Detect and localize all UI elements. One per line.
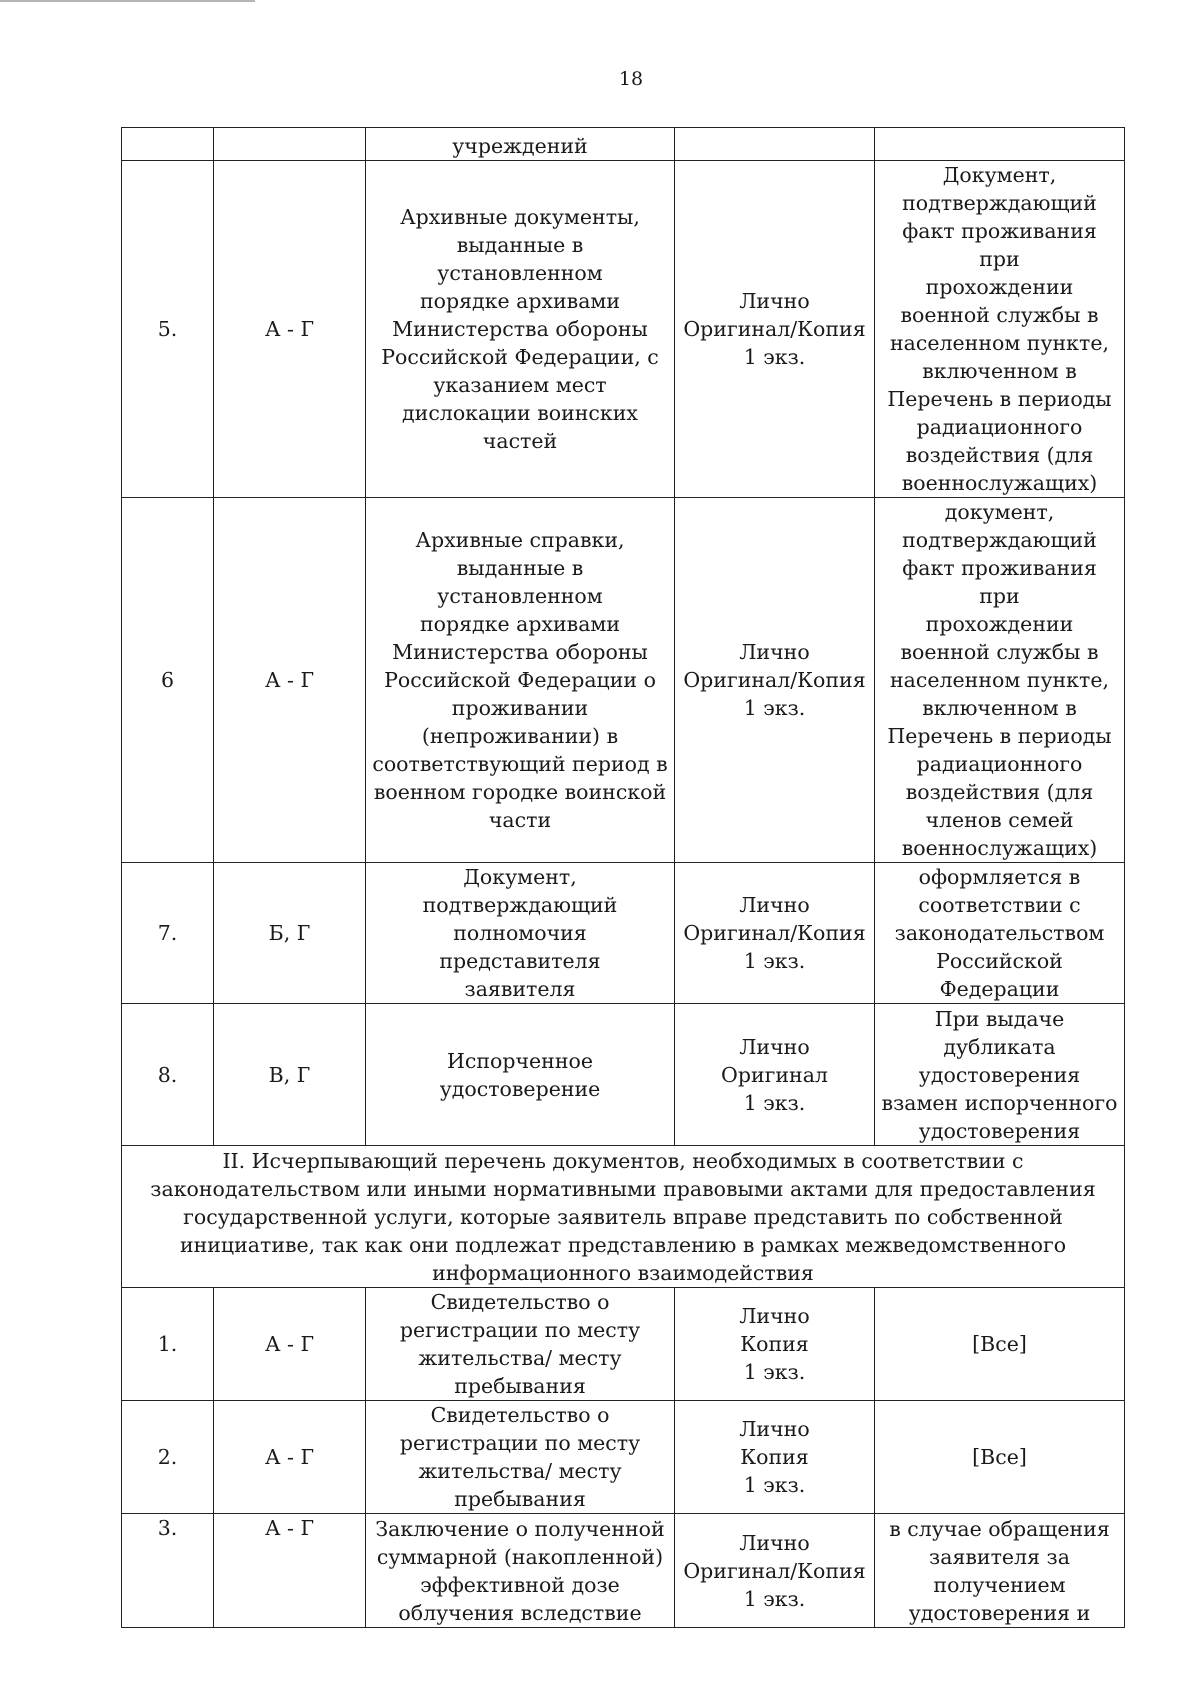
cell-document: Свидетельство о регистрации по месту жительства/ месту пребывания [366,1288,675,1401]
cell-submission: Лично Оригинал/Копия 1 экз. [675,498,875,863]
cell-document: Документ, подтверждающий полномочия представителя заявителя [366,863,675,1004]
cell-num [122,128,214,161]
cell-note: Документ, подтверждающий факт проживания при прохождении военной службы в населенном пункте, включенном в Перечень в периоды радиационного воздействия (для военнослужащих) [875,161,1125,498]
cell-submission: Лично Оригинал/Копия 1 экз. [675,1514,875,1628]
cell-note: документ, подтверждающий факт проживания при прохождении военной службы в населенном пункте, включенном в Перечень в периоды радиационного воздействия (для членов семей военнослужащих) [875,498,1125,863]
section-2-heading: II. Исчерпывающий перечень документов, необходимых в соответствии с законодательством или иными нормативными правовыми актами для предоставления государственной услуги, которые заявитель вправе представить по собственной инициативе, так как они подлежат представлению в рамках межведомственного информационного взаимодействия [122,1146,1125,1288]
cell-submission [675,128,875,161]
cell-submission: Лично Оригинал/Копия 1 экз. [675,863,875,1004]
cell-note: [Все] [875,1288,1125,1401]
cell-document: Архивные документы, выданные в установленном порядке архивами Министерства обороны Российской Федерации, с указанием мест дислокации воинских частей [366,161,675,498]
table-row-continued [122,128,1125,161]
page-number: 18 [618,68,644,90]
cell-num: 1. [122,1288,214,1401]
cell-document: Испорченное удостоверение [366,1004,675,1146]
cell-num: 6 [122,498,214,863]
cell-submission: Лично Копия 1 экз. [675,1401,875,1514]
table-row [122,1514,1125,1628]
cell-categories: А - Г [214,498,366,863]
cell-submission: Лично Оригинал 1 экз. [675,1004,875,1146]
table-row [122,1004,1125,1146]
table-row [122,1288,1125,1401]
cell-num: 3. [122,1514,214,1628]
cell-note: [Все] [875,1401,1125,1514]
cell-categories: А - Г [214,1288,366,1401]
cell-note: в случае обращения заявителя за получением удостоверения и [875,1514,1125,1628]
section-heading-row [122,1146,1125,1288]
cell-categories [214,128,366,161]
scan-edge-mark [0,0,255,2]
table-row [122,863,1125,1004]
cell-note: оформляется в соответствии с законодательством Российской Федерации [875,863,1125,1004]
cell-categories: А - Г [214,161,366,498]
cell-categories: А - Г [214,1514,366,1628]
cell-categories: Б, Г [214,863,366,1004]
cell-categories: В, Г [214,1004,366,1146]
cell-submission: Лично Копия 1 экз. [675,1288,875,1401]
table-row [122,498,1125,863]
cell-submission: Лично Оригинал/Копия 1 экз. [675,161,875,498]
cell-num: 7. [122,863,214,1004]
table-row [122,1401,1125,1514]
cell-num: 5. [122,161,214,498]
documents-table [121,127,1125,1628]
cell-categories: А - Г [214,1401,366,1514]
cell-document: Свидетельство о регистрации по месту жительства/ месту пребывания [366,1401,675,1514]
cell-note: При выдаче дубликата удостоверения взамен испорченного удостоверения [875,1004,1125,1146]
cell-document: Архивные справки, выданные в установленном порядке архивами Министерства обороны Российской Федерации о проживании (непроживании) в соответствующий период в военном городке воинской части [366,498,675,863]
table-row [122,161,1125,498]
cell-document: учреждений [366,128,675,161]
cell-document: Заключение о полученной суммарной (накопленной) эффективной дозе облучения вследствие [366,1514,675,1628]
cell-num: 2. [122,1401,214,1514]
cell-note [875,128,1125,161]
cell-num: 8. [122,1004,214,1146]
